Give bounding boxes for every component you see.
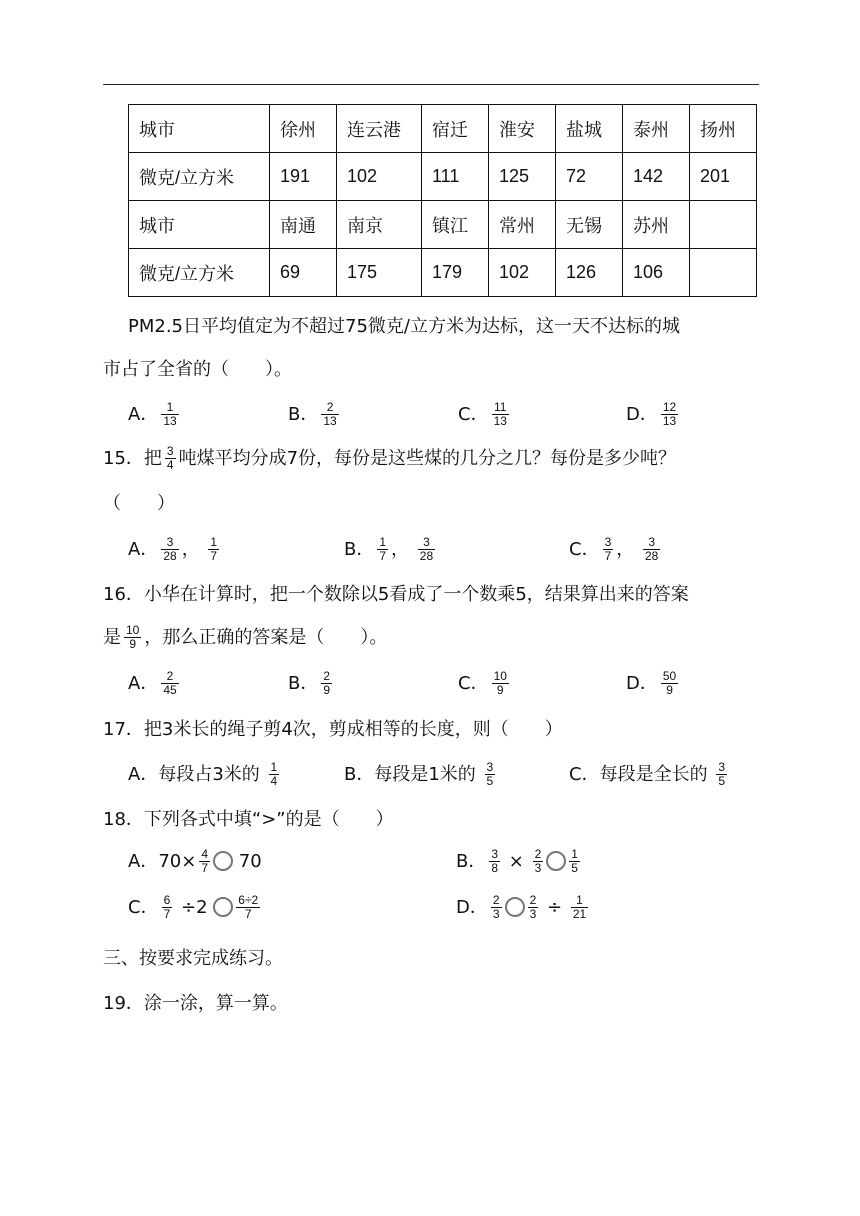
q15-option-b[interactable]: B． $\frac{1}{7}$ ， $\frac{3}{28}$ — [344, 534, 434, 563]
table-cell: 常州 — [489, 201, 556, 249]
q15-option-a[interactable]: A． $\frac{3}{28}$ ， $\frac{1}{7}$ — [128, 534, 218, 563]
q14-option-b[interactable]: B． $\frac{2}{13}$ — [288, 399, 337, 428]
fraction: $\frac{3}{28}$ — [163, 534, 177, 563]
fraction: $\frac{1}{7}$ — [210, 534, 218, 563]
table-cell: 镇江 — [422, 201, 489, 249]
q16-option-d[interactable]: D． $\frac{50}{9}$ — [626, 668, 677, 697]
q19-stem: 19．涂一涂，算一算。 — [103, 993, 288, 1014]
q14-option-a[interactable]: A． $\frac{1}{13}$ — [128, 399, 177, 428]
table-cell: 191 — [270, 153, 337, 201]
table-cell: 徐州 — [270, 105, 337, 153]
table-row — [129, 201, 757, 249]
q16-option-a[interactable]: A． $\frac{2}{45}$ — [128, 668, 177, 697]
fraction: $\frac{2}{45}$ — [163, 668, 177, 697]
q16-prefix: 是 — [103, 627, 121, 648]
table-cell: 盐城 — [556, 105, 623, 153]
table-cell: 连云港 — [337, 105, 422, 153]
q15-stem — [103, 444, 676, 473]
fraction: $\frac{3}{7}$ — [604, 534, 612, 563]
q14-line2: 市占了全省的（ ）。 — [103, 359, 292, 380]
q17-option-c[interactable]: C．每段是全长的 $\frac{3}{5}$ — [569, 759, 725, 788]
table-cell: 125 — [489, 153, 556, 201]
compare-circle[interactable] — [505, 897, 525, 917]
row-header-cell: 微克/立方米 — [129, 153, 270, 201]
table-cell — [690, 201, 757, 249]
q14-line1: PM2.5日平均值定为不超过75微克/立方米为达标，这一天不达标的城 — [128, 316, 680, 337]
q18-option-d[interactable]: D． $\frac{2}{3}$ $\frac{2}{3}$ ÷ $\frac{1}{21}$ — [456, 892, 587, 921]
table-cell: 南京 — [337, 201, 422, 249]
table-cell: 72 — [556, 153, 623, 201]
compare-circle[interactable] — [213, 851, 233, 871]
compare-circle[interactable] — [213, 897, 233, 917]
top-rule — [103, 84, 759, 85]
table-cell: 苏州 — [623, 201, 690, 249]
table-cell: 宿迁 — [422, 105, 489, 153]
fraction: $\frac{2}{9}$ — [323, 668, 331, 697]
table-cell: 111 — [422, 153, 489, 201]
row-header-cell: 微克/立方米 — [129, 249, 270, 297]
q18-option-a[interactable]: A．70× $\frac{4}{7}$ 70 — [128, 846, 262, 875]
section-3-heading: 三、按要求完成练习。 — [103, 948, 283, 969]
table-cell: 102 — [489, 249, 556, 297]
table-cell: 106 — [623, 249, 690, 297]
fraction: $\frac{10}{9}$ — [493, 668, 507, 697]
table-row — [129, 249, 757, 297]
q15-paren: （ ） — [103, 493, 175, 514]
q15-option-c[interactable]: C． $\frac{3}{7}$ ， $\frac{3}{28}$ — [569, 534, 659, 563]
q14-option-c[interactable]: C． $\frac{11}{13}$ — [458, 399, 507, 428]
q16-fraction: $\frac{10}{9}$ — [126, 622, 140, 651]
q18-option-c[interactable]: C． $\frac{6}{7}$ ÷2 $\frac{6\div 2}{7}$ — [128, 892, 259, 921]
fraction: $\frac{1}{13}$ — [163, 399, 177, 428]
fraction: $\frac{11}{13}$ — [493, 399, 507, 428]
q17-option-b[interactable]: B．每段是1米的 $\frac{3}{5}$ — [344, 759, 494, 788]
table-row — [129, 105, 757, 153]
table-cell: 69 — [270, 249, 337, 297]
q15-text: 吨煤平均分成7份，每份是这些煤的几分之几？每份是多少吨？ — [178, 448, 677, 469]
fraction: $\frac{3}{5}$ — [486, 759, 494, 788]
q18-option-b[interactable]: B． $\frac{3}{8}$ × $\frac{2}{3}$ $\frac{1}{5}$ — [456, 846, 578, 875]
fraction: $\frac{50}{9}$ — [662, 668, 677, 697]
q17-option-a[interactable]: A．每段占3米的 $\frac{1}{4}$ — [128, 759, 278, 788]
compare-circle[interactable] — [546, 851, 566, 871]
q18-stem: 18．下列各式中填“>”的是（ ） — [103, 809, 394, 830]
fraction: $\frac{12}{13}$ — [662, 399, 677, 428]
table-row — [129, 153, 757, 201]
row-header-cell: 城市 — [129, 105, 270, 153]
fraction: $\frac{2}{13}$ — [323, 399, 337, 428]
row-header-cell: 城市 — [129, 201, 270, 249]
q16-line2 — [103, 623, 387, 652]
table-cell: 179 — [422, 249, 489, 297]
fraction: $\frac{3}{28}$ — [645, 534, 659, 563]
fraction: $\frac{3}{5}$ — [718, 759, 725, 788]
table-cell: 142 — [623, 153, 690, 201]
fraction: $\frac{1}{7}$ — [379, 534, 387, 563]
q16-option-b[interactable]: B． $\frac{2}{9}$ — [288, 668, 331, 697]
q15-prefix: 15．把 — [103, 448, 162, 469]
q15-fraction: $\frac{3}{4}$ — [166, 443, 174, 472]
table-cell: 泰州 — [623, 105, 690, 153]
table-cell: 淮安 — [489, 105, 556, 153]
table-cell: 175 — [337, 249, 422, 297]
table-cell: 扬州 — [690, 105, 757, 153]
q17-stem: 17．把3米长的绳子剪4次，剪成相等的长度，则（ ） — [103, 719, 563, 740]
q16-option-c[interactable]: C． $\frac{10}{9}$ — [458, 668, 507, 697]
table-cell — [690, 249, 757, 297]
table-cell: 102 — [337, 153, 422, 201]
table-cell: 无锡 — [556, 201, 623, 249]
table-cell: 201 — [690, 153, 757, 201]
fraction: $\frac{1}{4}$ — [270, 759, 278, 788]
pm25-table — [128, 104, 757, 297]
q16-text: ，那么正确的答案是（ ）。 — [144, 627, 388, 648]
table-cell: 南通 — [270, 201, 337, 249]
fraction: $\frac{3}{28}$ — [419, 534, 434, 563]
table-cell: 126 — [556, 249, 623, 297]
q16-line1: 16．小华在计算时，把一个数除以5看成了一个数乘5，结果算出来的答案 — [103, 584, 689, 605]
q14-option-d[interactable]: D． $\frac{12}{13}$ — [626, 399, 677, 428]
